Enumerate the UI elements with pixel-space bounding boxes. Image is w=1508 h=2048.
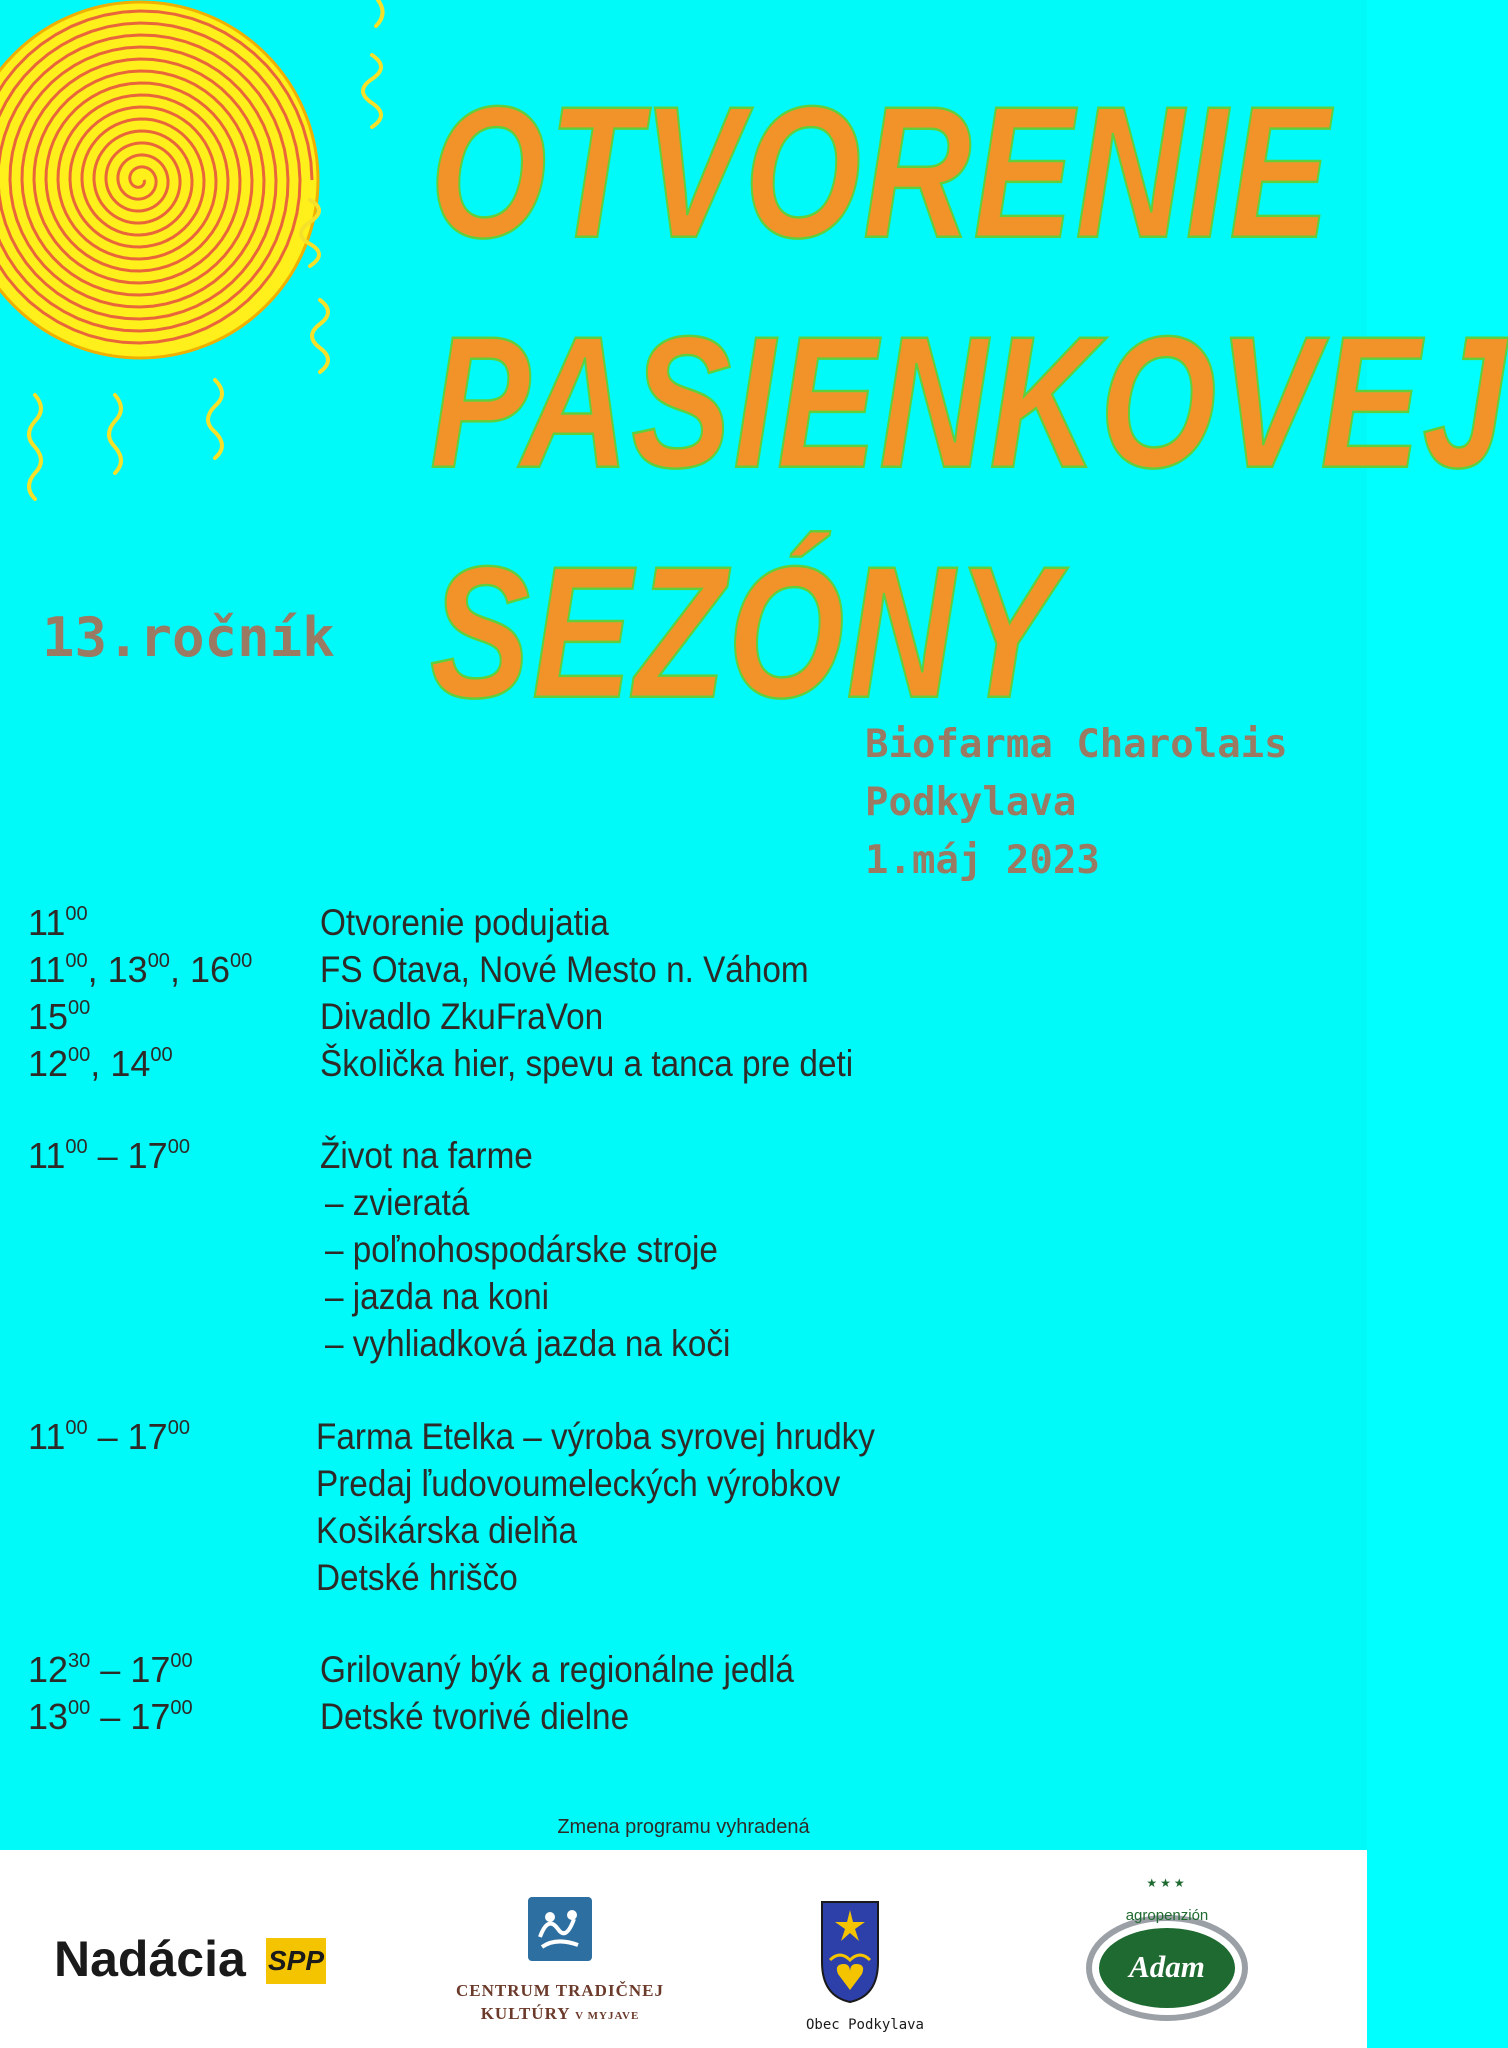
ctk-line-2-small: V MYJAVE (575, 2010, 640, 2022)
schedule-event: – jazda na koni (325, 1276, 550, 1317)
schedule-time: $13^{00} - 17^{00}$ (28, 1696, 193, 1737)
title-line-1: OTVORENIE (430, 66, 1332, 277)
schedule-event: Život na farme (320, 1135, 533, 1176)
spp-logo-text: SPP (267, 1945, 325, 1976)
event-date-year: 2023 (1005, 838, 1100, 883)
schedule-event: Detské tvorivé dielne (320, 1696, 630, 1737)
schedule-time: $11^{00} - 17^{00}$ (28, 1135, 190, 1176)
venue-village: Podkylava (865, 780, 1077, 825)
agro-label: agropenzión (1125, 1907, 1209, 1924)
schedule-event: Detské hriščo (316, 1557, 518, 1598)
ctk-logo-icon (528, 1897, 592, 1961)
schedule-row (0, 947, 1367, 993)
schedule-time: $12^{00}$, $14^{00}$ (28, 1043, 173, 1084)
venue-block (865, 716, 1288, 890)
event-date (865, 832, 1288, 890)
schedule-row (0, 1555, 1367, 1601)
nadacia-logo-text: Nadácia (54, 1931, 246, 1987)
edition-label: 13.ročník (42, 606, 335, 669)
schedule-row (0, 1274, 1367, 1320)
ctk-line-2-main: KULTÚRY (480, 2004, 570, 2023)
schedule-row (0, 1041, 1367, 1087)
title-line-3: SEZÓNY (430, 526, 1059, 737)
schedule-time: $12^{30} - 17^{00}$ (28, 1649, 193, 1690)
schedule-event: Farma Etelka – výroba syrovej hrudky (316, 1416, 875, 1457)
title-line-2: PASIENKOVEJ (430, 296, 1508, 507)
schedule-row (0, 900, 1367, 946)
schedule-row (0, 1414, 1367, 1460)
schedule-row (0, 1133, 1367, 1179)
sun-icon (0, 0, 440, 560)
schedule-event: – zvieratá (325, 1182, 470, 1223)
event-date-day: 1.máj (865, 838, 983, 883)
schedule-row (0, 1180, 1367, 1226)
schedule-event: Košikárska dielňa (316, 1510, 577, 1551)
schedule-row (0, 1647, 1367, 1693)
adam-label: Adam (1129, 1949, 1205, 1984)
ctk-line-2 (400, 2004, 720, 2024)
schedule-row (0, 1461, 1367, 1507)
schedule-row (0, 1321, 1367, 1367)
program-note: Zmena programu vyhradená (557, 1816, 810, 1838)
schedule-event: – poľnohospodárske stroje (325, 1229, 718, 1270)
spp-logo (266, 1938, 326, 1984)
schedule-row (0, 1227, 1367, 1273)
schedule-event: Otvorenie podujatia (320, 902, 609, 943)
schedule-row (0, 994, 1367, 1040)
schedule-row (0, 1694, 1367, 1740)
schedule-event: – vyhliadková jazda na koči (325, 1323, 731, 1364)
schedule-event: Divadlo ZkuFraVon (320, 996, 604, 1037)
agro-stars: ★★★ (1146, 1876, 1188, 1890)
ctk-line-1: CENTRUM TRADIČNEJ (456, 1981, 664, 2000)
venue-farm: Biofarma Charolais (865, 722, 1288, 767)
schedule-time: $11^{00}$ (28, 902, 88, 943)
schedule-time: $15^{00}$ (28, 996, 91, 1037)
podkylava-crest-icon (820, 1900, 880, 2004)
schedule-row (0, 1508, 1367, 1554)
obec-label: Obec Podkylava (805, 2017, 924, 2033)
schedule-event: FS Otava, Nové Mesto n. Váhom (320, 949, 809, 990)
schedule-event: Predaj ľudovoumeleckých výrobkov (316, 1463, 841, 1504)
schedule-event: Školička hier, spevu a tanca pre deti (320, 1043, 854, 1084)
schedule-time: $11^{00}$, $13^{00}$, $16^{00}$ (28, 949, 253, 990)
schedule-time: $11^{00} - 17^{00}$ (28, 1416, 190, 1457)
schedule-event: Grilovaný býk a regionálne jedlá (320, 1649, 794, 1690)
